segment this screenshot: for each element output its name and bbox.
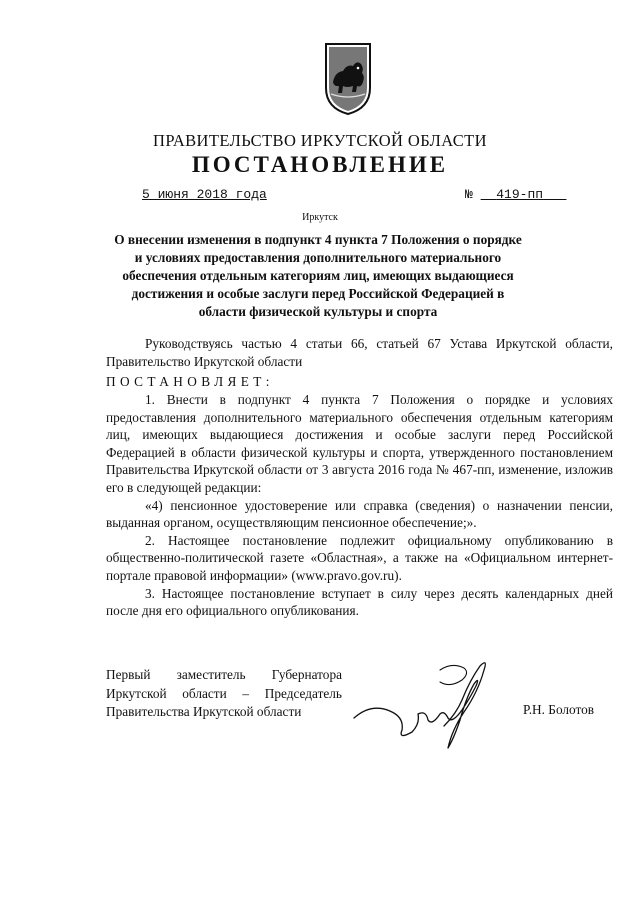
position-line-2: Иркутской области – Председатель [106,685,342,701]
signer-name: Р.Н. Болотов [523,702,595,717]
item-3-paragraph: 3. Настоящее постановление вступает в силу через десять календарных дней после дня его официального опубликования. [106,585,613,619]
document-number [465,187,566,202]
handwritten-signature [352,640,502,755]
document-subject: О внесении изменения в подпункт 4 пункта 7 Положения о порядке и условиях предоставления дополнительного материального обеспечения отдельным категориям лиц, имеющих выдающиеся достижения и особые заслуги перед Российской Федерацией в области физической культуры и спорта [114,232,522,319]
position-line-1: Первый заместитель Губернатора [106,667,342,682]
date-value: 5 июня 2018 года [142,187,267,202]
item-2-paragraph: 2. Настоящее постановление подлежит официальному опубликованию в общественно-политической газете «Областная», а также на «Официальном интернет-портале правовой информации» (www.pravo.gov.ru). [106,532,613,583]
document-type-title: ПОСТАНОВЛЕНИЕ [191,152,449,177]
document-date [142,187,267,202]
city-name: Иркутск [302,212,338,223]
preamble-paragraph: Руководствуясь частью 4 статьи 66, статьей 67 Устава Иркутской области, Правительство Иркутской области [106,336,613,369]
item-1-quote-paragraph: «4) пенсионное удостоверение или справка (сведения) о назначении пенсии, выданная органом, осуществляющим пенсионное обеспечение;». [106,497,613,531]
preamble-block [106,335,613,370]
body-items [106,391,613,620]
number-value: 419-пп [496,187,544,202]
government-name: ПРАВИТЕЛЬСТВО ИРКУТСКОЙ ОБЛАСТИ [153,131,487,150]
signatory-position [106,666,342,722]
number-sign: № [465,187,473,202]
position-line-3: Правительства Иркутской области [106,704,302,719]
item-1-paragraph: 1. Внести в подпункт 4 пункта 7 Положения о порядке и условиях предоставления дополнительного материального обеспечения отдельным категориям лиц, имеющих выдающиеся достижения и особые заслуги перед Российской Федерацией в области физической культуры и спорта, утвержденного постановлением Правительства Иркутской области от 3 августа 2016 года № 467-пп, изменение, изложив его в следующей редакции: [106,392,613,495]
coat-of-arms-emblem [323,42,373,116]
resolves-heading: ПОСТАНОВЛЯЕТ: [106,374,274,389]
